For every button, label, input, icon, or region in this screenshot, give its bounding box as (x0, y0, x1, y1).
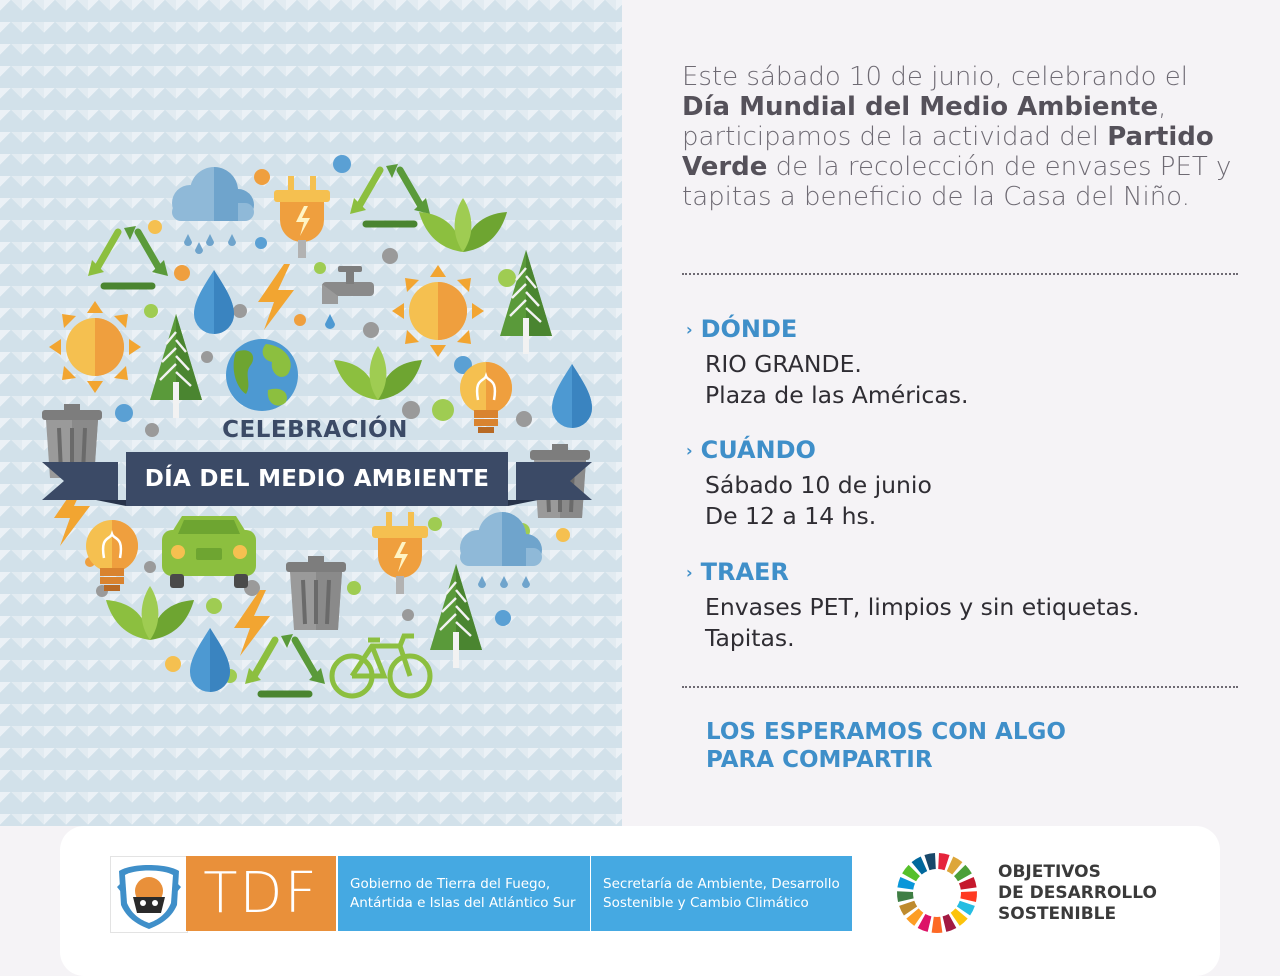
tree-icon (430, 564, 482, 668)
government-line-2: Antártida e Islas del Atlántico Sur (350, 894, 576, 911)
intro-text-2: , participamos de la actividad del (682, 92, 1167, 152)
sdg-wheel-segment (924, 853, 935, 870)
rain-drops (184, 234, 236, 254)
tree-icon (150, 314, 202, 418)
government-label (338, 856, 590, 931)
sdg-wheel-icon (896, 852, 978, 934)
illustration-panel (0, 0, 622, 826)
leaves-icon (334, 346, 422, 400)
section-bring-title: TRAER (700, 558, 789, 586)
section-bring-line-1: Envases PET, limpios y sin etiquetas. (705, 593, 1140, 621)
lightbulb-icon (86, 520, 138, 591)
section-bring-heading (686, 557, 1246, 587)
intro-text-1: Este sábado 10 de junio, celebrando el (682, 62, 1188, 92)
plug-icon (274, 176, 330, 258)
closing-line-2: PARA COMPARTIR (706, 747, 933, 773)
lightning-icon (258, 264, 294, 330)
eco-icons-collage (0, 0, 622, 826)
recycle-icon (350, 164, 430, 224)
sun-icon (49, 301, 141, 393)
footer-logos (60, 826, 1220, 976)
intro-bold-1: Día Mundial del Medio Ambiente (682, 92, 1159, 122)
section-when (686, 435, 1246, 532)
leaves-icon (419, 198, 507, 252)
section-where (686, 314, 1246, 411)
trash-can-icon (286, 556, 346, 630)
sdg-label (998, 862, 1208, 925)
recycle-icon (245, 634, 325, 694)
bicycle-icon (332, 636, 430, 696)
section-bring-body (705, 592, 1246, 654)
section-when-line-1: Sábado 10 de junio (705, 471, 932, 499)
cloud-rain-icon (460, 512, 542, 566)
water-drop-icon (194, 270, 234, 334)
plug-icon (372, 512, 428, 594)
sdg-line-1: OBJETIVOS (998, 862, 1101, 882)
section-where-heading (686, 314, 1246, 344)
chevron-right-icon: › (686, 562, 693, 582)
sdg-line-3: SOSTENIBLE (998, 904, 1117, 924)
section-bring-line-2: Tapitas. (705, 624, 795, 652)
secretariat-label (591, 856, 852, 931)
intro-paragraph (682, 62, 1242, 212)
section-bring (686, 557, 1246, 654)
sdg-wheel-segment (960, 891, 977, 902)
sdg-wheel-segment (932, 917, 943, 933)
divider-top (682, 273, 1238, 275)
lightning-icon (234, 590, 270, 656)
section-where-title: DÓNDE (700, 315, 798, 343)
tdf-logo (186, 856, 336, 931)
section-when-heading (686, 435, 1246, 465)
sun-icon (392, 265, 484, 357)
ribbon-end-left (42, 462, 126, 506)
sdg-wheel-segment (897, 891, 914, 902)
rain-drops (478, 576, 530, 588)
secretariat-line-2: Sostenible y Cambio Climático (603, 894, 809, 911)
sdg-wheel-segment (938, 853, 949, 870)
tree-icon (500, 250, 552, 354)
lightbulb-icon (460, 362, 512, 433)
secretariat-line-1: Secretaría de Ambiente, Desarrollo (603, 875, 840, 892)
globe-icon (226, 339, 298, 411)
section-where-line-1: RIO GRANDE. (705, 350, 862, 378)
section-when-body (705, 470, 1246, 532)
chevron-right-icon: › (686, 440, 693, 460)
sdg-line-2: DE DESARROLLO (998, 883, 1157, 903)
section-when-title: CUÁNDO (700, 436, 816, 464)
banner-title (126, 452, 508, 506)
government-line-1: Gobierno de Tierra del Fuego, (350, 875, 551, 892)
section-where-line-2: Plaza de las Américas. (705, 381, 969, 409)
closing-message (706, 718, 1206, 774)
cloud-rain-icon (172, 167, 254, 221)
water-drop-icon (190, 628, 230, 692)
faucet-icon (322, 266, 374, 329)
province-crest-logo (110, 856, 188, 933)
banner-title-text: DÍA DEL MEDIO AMBIENTE (144, 466, 490, 492)
divider-bottom (682, 686, 1238, 688)
intro-text-3: de la recolección de envases PET y tapitas a beneficio de la Casa del Niño. (682, 152, 1232, 212)
recycle-icon (88, 226, 168, 286)
section-when-line-2: De 12 a 14 hs. (705, 502, 877, 530)
tdf-logo-text: TDF (203, 861, 319, 926)
celebration-label: CELEBRACIÓN (222, 417, 408, 443)
leaves-icon (106, 586, 194, 640)
chevron-right-icon: › (686, 319, 693, 339)
section-where-body (705, 349, 1246, 411)
water-drop-icon (552, 364, 592, 428)
closing-line-1: LOS ESPERAMOS CON ALGO (706, 719, 1066, 745)
intro-bold-2: Partido Verde (682, 122, 1214, 182)
crest-icon (111, 857, 187, 932)
car-icon (162, 516, 256, 588)
